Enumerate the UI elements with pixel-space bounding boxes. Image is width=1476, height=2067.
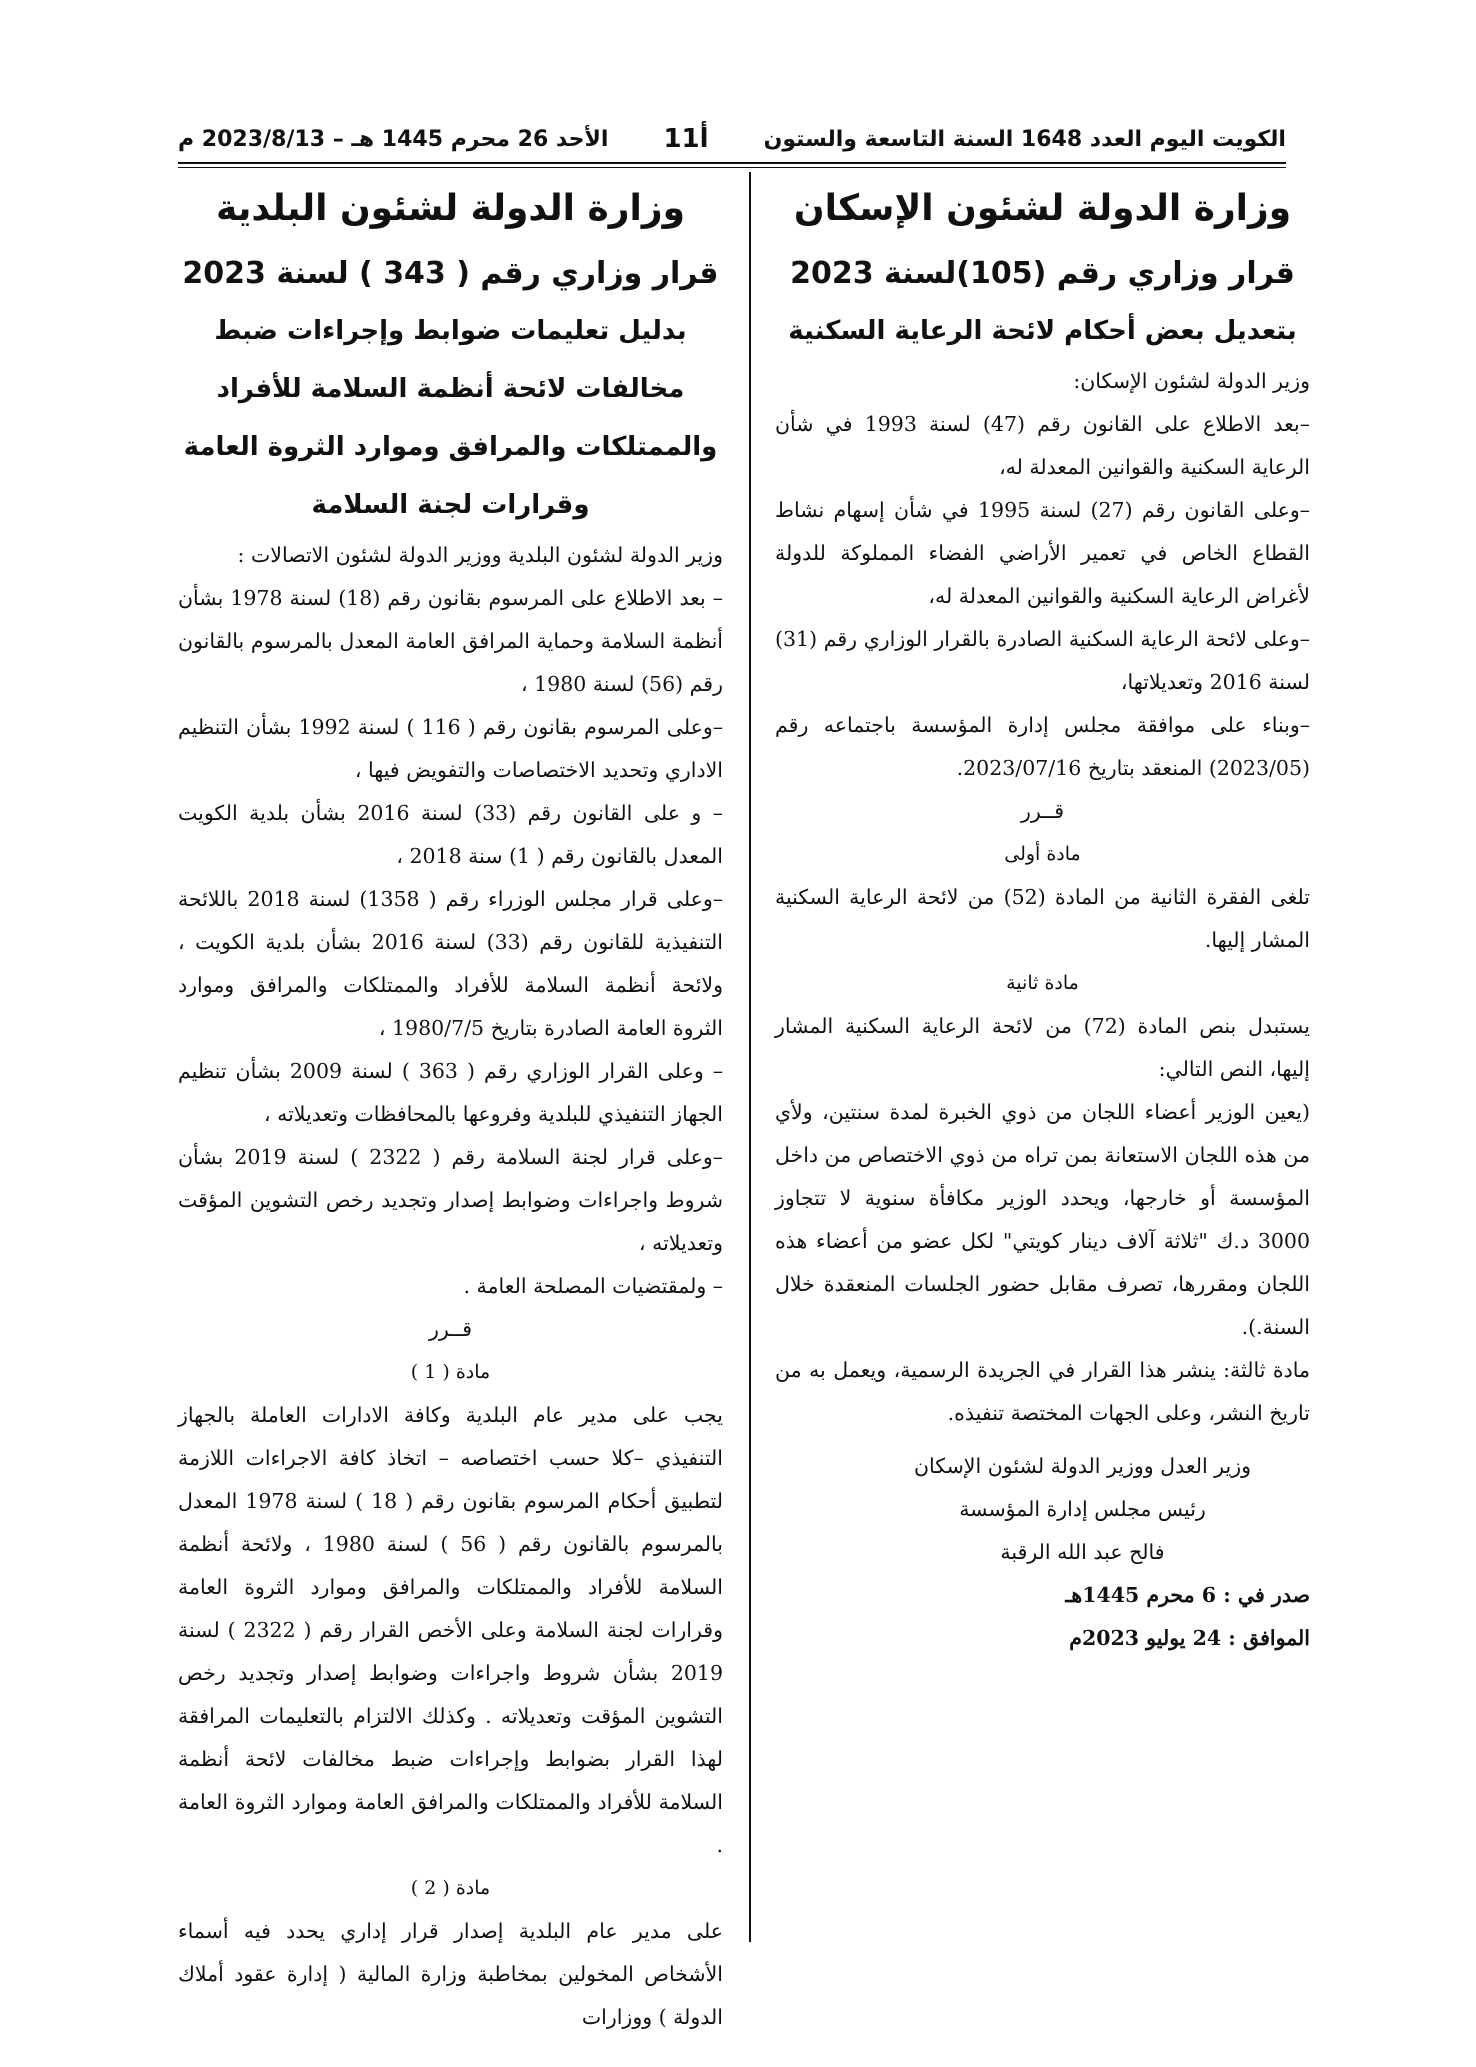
- signatory-title: وزير العدل ووزير الدولة لشئون الإسكان: [914, 1454, 1251, 1478]
- decided-heading: قــرر: [1020, 799, 1065, 823]
- article-1-text: يجب على مدير عام البلدية وكافة الادارات العاملة بالجهاز التنفيذي –كلا حسب اختصاصه – اتخاذ كافة الاجراءات اللازمة لتطبيق أحكام المرسوم بقانون رقم ( 18 ) لسنة 1978 المعدل بالمرسوم بالقانون رقم ( 56 ) لسنة 1980 ، ولائحة أنظمة السلامة للأفراد والممتلكات والمرافق وموارد الثروة العامة وقرارات لجنة السلامة وعلى الأخص القرار رقم ( 2322 ) لسنة 2019 بشأن شروط واجراءات وضوابط إصدار وتجديد رخص التشوين المؤقت وتعديلاته . وكذلك الالتزام بالتعليمات المرافقة لهذا القرار بضوابط وإجراءات ضبط مخالفات لائحة أنظمة السلامة للأفراد والممتلكات والمرافق العامة وموارد الثروة العامة .: [178, 1403, 724, 1857]
- preamble-para: –وعلى قرار مجلس الوزراء رقم ( 1358) لسنة 2018 باللائحة التنفيذية للقانون رقم (33) لسنة 2016 بشأن بلدية الكويت ، ولائحة أنظمة السلامة للأفراد والممتلكات والمرافق وموارد الثروة العامة الصادرة بتاريخ 1980/7/5 ،: [178, 887, 723, 1040]
- preamble-para: –وعلى القانون رقم (27) لسنة 1995 في شأن إسهام نشاط القطاع الخاص في تعمير الأراضي الفضاء المملوكة للدولة لأغراض الرعاية السكنية والقوانين المعدلة له،: [775, 498, 1310, 608]
- issued-date: صدر في : 6 محرم 1445هـ: [1065, 1583, 1310, 1607]
- decree-number: قرار وزاري رقم (105)لسنة 2023: [790, 256, 1295, 291]
- article-1-text: تلغى الفقرة الثانية من المادة (52) من لائحة الرعاية السكنية المشار إليها.: [775, 885, 1310, 952]
- municipality-decree-column: [178, 178, 723, 2039]
- decided-heading: قــرر: [428, 1317, 473, 1341]
- corresponding-date: الموافق : 24 يوليو 2023م: [1069, 1626, 1310, 1650]
- signatory-role: رئيس مجلس إدارة المؤسسة: [959, 1497, 1206, 1521]
- page-header: [178, 118, 1286, 160]
- preamble-para: – ولمقتضيات المصلحة العامة .: [463, 1274, 723, 1298]
- article-1-title: مادة أولى: [1004, 843, 1081, 865]
- article-2-title: مادة ( 2 ): [410, 1877, 491, 1899]
- preamble-para: –وعلى لائحة الرعاية السكنية الصادرة بالقرار الوزاري رقم (31) لسنة 2016 وتعديلاتها،: [775, 627, 1310, 694]
- header-issue: الكويت اليوم العدد 1648 السنة التاسعة والستون: [763, 126, 1286, 152]
- ministry-title: وزارة الدولة لشئون البلدية: [216, 188, 685, 229]
- preamble-para: – وعلى القرار الوزاري رقم ( 363 ) لسنة 2009 بشأن تنظيم الجهاز التنفيذي للبلدية وفروعها بالمحافظات وتعديلاته ،: [178, 1059, 724, 1126]
- decree-intro: وزير الدولة لشئون البلدية ووزير الدولة لشئون الاتصالات :: [237, 543, 723, 567]
- decree-subject: بدليل تعليمات ضوابط وإجراءات ضبط مخالفات لائحة أنظمة السلامة للأفراد والممتلكات والمرافق وموارد الثروة العامة وقرارات لجنة السلامة: [183, 316, 718, 520]
- header-rule-thin: [178, 167, 1286, 168]
- decree-number: قرار وزاري رقم ( 343 ) لسنة 2023: [182, 256, 719, 291]
- signatory-name: فالح عبد الله الرقبة: [1000, 1540, 1165, 1564]
- article-3-text: مادة ثالثة: ينشر هذا القرار في الجريدة الرسمية، ويعمل به من تاريخ النشر، وعلى الجهات المختصة تنفيذه.: [775, 1358, 1310, 1425]
- housing-decree-column: [775, 178, 1310, 1660]
- article-2-text: يستبدل بنص المادة (72) من لائحة الرعاية السكنية المشار إليها، النص التالي:: [775, 1014, 1311, 1081]
- column-divider: [749, 172, 751, 1942]
- preamble-para: –وبناء على موافقة مجلس إدارة المؤسسة باجتماعه رقم (2023/05) المنعقد بتاريخ 2023/07/16.: [775, 713, 1310, 780]
- article-2-quote: (يعين الوزير أعضاء اللجان من ذوي الخبرة لمدة سنتين، ولأي من هذه اللجان الاستعانة بمن تراه من ذوي الاختصاص من داخل المؤسسة أو خارجها، ويحدد الوزير مكافأة سنوية لا تتجاوز 3000 د.ك "ثلاثة آلاف دينار كويتي" لكل عضو من أعضاء هذه اللجان ومقررها، تصرف مقابل حضور الجلسات المنعقدة خلال السنة.).: [775, 1100, 1310, 1339]
- preamble-para: – بعد الاطلاع على المرسوم بقانون رقم (18) لسنة 1978 بشأن أنظمة السلامة وحماية المرافق العامة المعدل بالمرسوم بالقانون رقم (56) لسنة 1980 ،: [178, 586, 723, 696]
- page-number: أ11: [663, 124, 709, 154]
- ministry-title: وزارة الدولة لشئون الإسكان: [793, 188, 1292, 229]
- decree-intro: وزير الدولة لشئون الإسكان:: [1073, 369, 1310, 393]
- decree-subject: بتعديل بعض أحكام لائحة الرعاية السكنية: [788, 316, 1297, 346]
- preamble-para: –بعد الاطلاع على القانون رقم (47) لسنة 1993 في شأن الرعاية السكنية والقوانين المعدلة له،: [775, 412, 1310, 479]
- preamble-para: –وعلى المرسوم بقانون رقم ( 116 ) لسنة 1992 بشأن التنظيم الاداري وتحديد الاختصاصات والتفويض فيها ،: [178, 715, 723, 782]
- header-rule: [178, 162, 1286, 164]
- article-1-title: مادة ( 1 ): [410, 1361, 491, 1383]
- article-2-text: على مدير عام البلدية إصدار قرار إداري يحدد فيه أسماء الأشخاص المخولين بمخاطبة وزارة المالية ( إدارة عقود أملاك الدولة ) ووزارات: [178, 1919, 723, 2029]
- preamble-para: –وعلى قرار لجنة السلامة رقم ( 2322 ) لسنة 2019 بشأن شروط واجراءات وضوابط إصدار وتجديد رخص التشوين المؤقت وتعديلاته ،: [178, 1145, 723, 1255]
- article-2-title: مادة ثانية: [1006, 972, 1079, 994]
- header-date: الأحد 26 محرم 1445 هـ – 2023/8/13 م: [178, 126, 609, 152]
- preamble-para: – و على القانون رقم (33) لسنة 2016 بشأن بلدية الكويت المعدل بالقانون رقم ( 1) سنة 2018 ،: [178, 801, 723, 868]
